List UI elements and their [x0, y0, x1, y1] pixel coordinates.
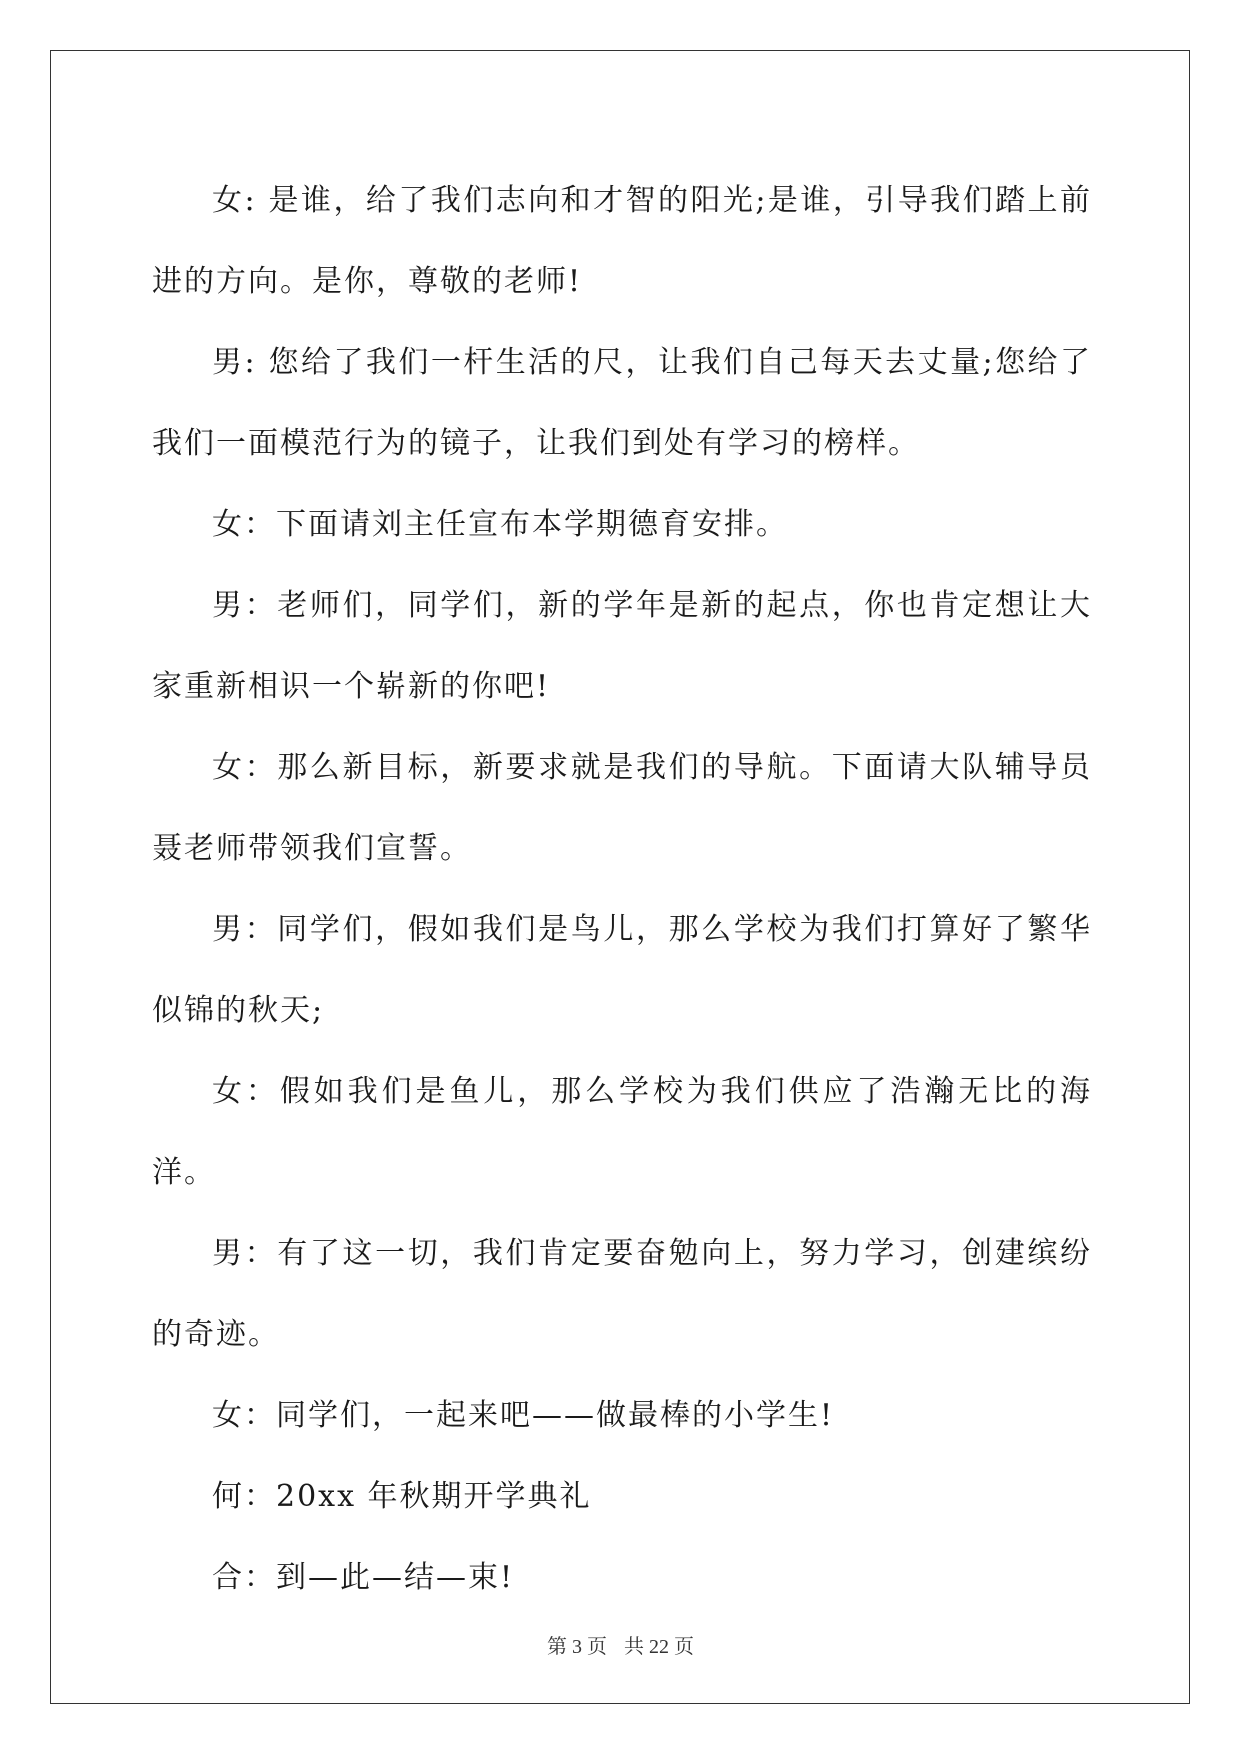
- paragraph: 女: 是谁，给了我们志向和才智的阳光;是谁，引导我们踏上前进的方向。是你，尊敬的老师!: [152, 183, 1092, 299]
- paragraph: 男：有了这一切，我们肯定要奋勉向上，努力学习，创建缤纷的奇迹。: [152, 1236, 1092, 1352]
- paragraph: 女：同学们，一起来吧——做最棒的小学生!: [212, 1398, 835, 1433]
- paragraph: 男: 您给了我们一杆生活的尺，让我们自己每天去丈量;您给了我们一面模范行为的镜子，让我们到处有学习的榜样。: [152, 345, 1092, 461]
- paragraph: 男：同学们，假如我们是鸟儿，那么学校为我们打算好了繁华似锦的秋天;: [152, 912, 1092, 1028]
- paragraph: 女：假如我们是鱼儿，那么学校为我们供应了浩瀚无比的海洋。: [152, 1074, 1092, 1190]
- paragraph: 女：下面请刘主任宣布本学期德育安排。: [212, 507, 788, 542]
- paragraph: 男：老师们，同学们，新的学年是新的起点，你也肯定想让大家重新相识一个崭新的你吧!: [152, 588, 1092, 704]
- paragraph: 合：到—此—结—束!: [212, 1560, 515, 1595]
- page-total: 共 22 页: [624, 1636, 694, 1658]
- paragraph: 女：那么新目标，新要求就是我们的导航。下面请大队辅导员聂老师带领我们宣誓。: [152, 750, 1092, 866]
- document-body: [152, 160, 1092, 1618]
- paragraph: 何：20xx 年秋期开学典礼: [212, 1479, 592, 1514]
- page-number: 第 3 页: [547, 1636, 607, 1658]
- page-footer: [0, 1630, 1241, 1659]
